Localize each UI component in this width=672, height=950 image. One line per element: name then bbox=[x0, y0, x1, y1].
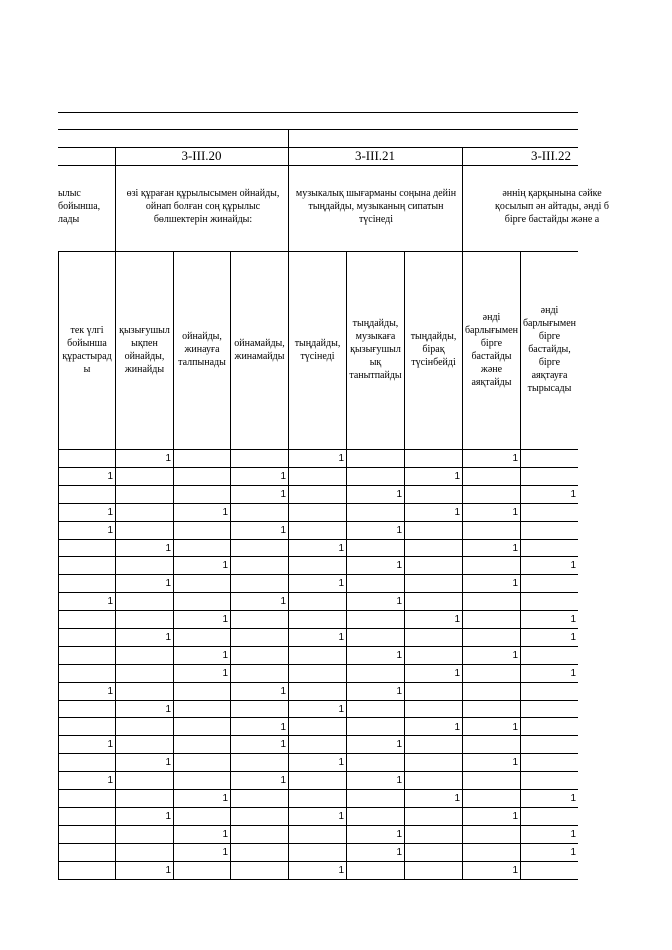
table-cell bbox=[462, 736, 520, 753]
table-cell: 1 bbox=[280, 721, 286, 733]
table-cell bbox=[288, 522, 346, 539]
table-cell bbox=[230, 450, 288, 467]
column-subheader: тыңдайды, бірақ түсінбейді bbox=[410, 331, 457, 368]
table-cell bbox=[115, 790, 173, 807]
table-cell bbox=[58, 665, 115, 682]
table-cell bbox=[346, 790, 404, 807]
header-rule-1 bbox=[58, 129, 578, 130]
table-cell bbox=[346, 808, 404, 825]
table-cell bbox=[288, 719, 346, 736]
table-cell: 1 bbox=[570, 793, 576, 805]
table-cell bbox=[346, 468, 404, 485]
table-cell bbox=[173, 468, 230, 485]
table-cell: 1 bbox=[338, 757, 344, 769]
table-cell: 1 bbox=[222, 667, 228, 679]
table-cell bbox=[462, 790, 520, 807]
table-cell bbox=[404, 736, 462, 753]
table-cell bbox=[462, 468, 520, 485]
table-cell: 1 bbox=[222, 614, 228, 626]
table-cell: 1 bbox=[512, 757, 518, 769]
table-cell bbox=[520, 647, 578, 664]
table-cell bbox=[520, 701, 578, 718]
table-cell: 1 bbox=[396, 560, 402, 572]
table-cell bbox=[58, 647, 115, 664]
table-cell: 1 bbox=[454, 793, 460, 805]
table-cell bbox=[520, 862, 578, 879]
table-cell bbox=[115, 611, 173, 628]
table-cell bbox=[404, 629, 462, 646]
table-cell: 1 bbox=[280, 775, 286, 787]
table-cell bbox=[462, 844, 520, 861]
table-cell: 1 bbox=[107, 506, 113, 518]
table-cell bbox=[288, 557, 346, 574]
code-row-rule bbox=[58, 165, 578, 166]
table-cell bbox=[230, 790, 288, 807]
table-cell bbox=[115, 844, 173, 861]
table-cell bbox=[173, 450, 230, 467]
table-cell: 1 bbox=[222, 506, 228, 518]
column-subheader: тыңдайды, түсінеді bbox=[294, 337, 341, 362]
table-cell: 1 bbox=[512, 649, 518, 661]
table-cell: 1 bbox=[512, 811, 518, 822]
table-cell: 1 bbox=[280, 524, 286, 536]
table-cell bbox=[346, 450, 404, 467]
code-divider-2 bbox=[288, 165, 289, 251]
table-cell bbox=[115, 557, 173, 574]
table-cell bbox=[115, 468, 173, 485]
table-cell bbox=[173, 754, 230, 771]
table-cell: 1 bbox=[512, 864, 518, 876]
table-cell: 1 bbox=[454, 721, 460, 733]
table-cell bbox=[58, 557, 115, 574]
table-cell: 1 bbox=[338, 864, 344, 876]
table-cell bbox=[404, 862, 462, 879]
table-cell: 1 bbox=[396, 846, 402, 858]
table-cell bbox=[404, 844, 462, 861]
column-subheader: ойнамайды, жинамайды bbox=[234, 337, 285, 362]
table-cell bbox=[115, 504, 173, 521]
table-cell: 1 bbox=[280, 596, 286, 608]
table-cell bbox=[288, 683, 346, 700]
table-cell bbox=[115, 719, 173, 736]
table-cell bbox=[404, 450, 462, 467]
table-cell bbox=[404, 647, 462, 664]
table-cell bbox=[520, 522, 578, 539]
table-cell bbox=[230, 611, 288, 628]
table-cell: 1 bbox=[454, 506, 460, 518]
table-cell bbox=[288, 647, 346, 664]
group-code: 3-ІІІ.21 bbox=[354, 148, 396, 163]
table-cell: 1 bbox=[107, 739, 113, 751]
table-cell bbox=[230, 647, 288, 664]
table-cell bbox=[58, 862, 115, 879]
table-cell: 1 bbox=[570, 560, 576, 572]
table-cell bbox=[520, 450, 578, 467]
table-cell bbox=[115, 647, 173, 664]
table-cell: 1 bbox=[454, 614, 460, 626]
table-cell bbox=[462, 665, 520, 682]
table-cell: 1 bbox=[165, 453, 171, 464]
group-code: 3-ІІІ.20 bbox=[181, 148, 222, 163]
table-cell bbox=[288, 611, 346, 628]
table-cell: 1 bbox=[570, 614, 576, 626]
table-cell bbox=[404, 522, 462, 539]
table-cell bbox=[58, 611, 115, 628]
table-cell bbox=[404, 754, 462, 771]
table-cell: 1 bbox=[338, 632, 344, 643]
table-cell bbox=[346, 540, 404, 557]
table-cell: 1 bbox=[222, 828, 228, 840]
table-cell bbox=[115, 826, 173, 843]
top-rule bbox=[58, 112, 578, 113]
table-cell bbox=[404, 486, 462, 503]
table-cell bbox=[404, 826, 462, 843]
table-cell bbox=[173, 683, 230, 700]
table-cell: 1 bbox=[396, 739, 402, 751]
table-cell bbox=[520, 683, 578, 700]
table-cell: 1 bbox=[570, 632, 576, 643]
table-cell bbox=[404, 557, 462, 574]
table-cell bbox=[230, 862, 288, 879]
table-cell bbox=[462, 557, 520, 574]
table-cell: 1 bbox=[222, 560, 228, 572]
table-cell bbox=[58, 808, 115, 825]
table-cell: 1 bbox=[338, 542, 344, 554]
table-cell bbox=[115, 736, 173, 753]
table-cell: 1 bbox=[454, 470, 460, 482]
table-cell bbox=[173, 736, 230, 753]
table-cell bbox=[288, 844, 346, 861]
table-cell bbox=[520, 772, 578, 789]
table-cell bbox=[58, 575, 115, 592]
table-cell: 1 bbox=[165, 864, 171, 876]
table-cell bbox=[230, 540, 288, 557]
table-cell bbox=[58, 629, 115, 646]
table-cell bbox=[115, 683, 173, 700]
column-subheader: тек үлгі бойынша құрастырад ы bbox=[62, 324, 112, 375]
table-cell bbox=[520, 719, 578, 736]
table-cell: 1 bbox=[280, 739, 286, 751]
column-subheader: әнді барлығымен бірге бастайды және аяқтайды bbox=[464, 311, 519, 388]
table-cell bbox=[346, 629, 404, 646]
table-cell bbox=[173, 522, 230, 539]
table-cell bbox=[230, 844, 288, 861]
table-cell: 1 bbox=[222, 846, 228, 858]
table-cell bbox=[115, 593, 173, 610]
table-cell bbox=[288, 486, 346, 503]
table-cell: 1 bbox=[165, 542, 171, 554]
table-cell: 1 bbox=[280, 488, 286, 500]
table-cell: 1 bbox=[338, 703, 344, 715]
table-cell: 1 bbox=[338, 811, 344, 822]
table-cell bbox=[520, 504, 578, 521]
table-cell bbox=[404, 593, 462, 610]
table-cell bbox=[288, 790, 346, 807]
table-cell: 1 bbox=[396, 685, 402, 697]
group-description: музыкалық шығарманы соңына дейін тыңдайды, музыканың сипатын түсінеді bbox=[295, 188, 457, 225]
column-subheader: тыңдайды, музыкаға қызығушыл ық танытпайды bbox=[349, 318, 402, 381]
table-cell bbox=[288, 593, 346, 610]
table-cell: 1 bbox=[570, 846, 576, 858]
table-cell bbox=[173, 593, 230, 610]
table-cell bbox=[404, 540, 462, 557]
table-cell bbox=[520, 593, 578, 610]
table-cell bbox=[58, 790, 115, 807]
table-cell: 1 bbox=[396, 524, 402, 536]
table-cell: 1 bbox=[165, 703, 171, 715]
table-cell: 1 bbox=[165, 578, 171, 590]
table-cell bbox=[230, 504, 288, 521]
table-cell bbox=[230, 665, 288, 682]
table-cell bbox=[462, 593, 520, 610]
table-cell bbox=[173, 701, 230, 718]
table-cell bbox=[346, 665, 404, 682]
table-cell: 1 bbox=[165, 757, 171, 769]
table-cell bbox=[288, 826, 346, 843]
table-cell bbox=[58, 486, 115, 503]
group-description: өзі құраған құрылысымен ойнайды, ойнап болған соң құрылыс бөлшектерін жинайды: bbox=[126, 188, 280, 225]
table-cell bbox=[346, 719, 404, 736]
table-cell bbox=[115, 486, 173, 503]
table-cell: 1 bbox=[396, 649, 402, 661]
table-cell bbox=[462, 772, 520, 789]
table-cell: 1 bbox=[512, 721, 518, 733]
table-cell bbox=[230, 808, 288, 825]
table-cell: 1 bbox=[512, 453, 518, 464]
table-cell bbox=[462, 683, 520, 700]
table-cell bbox=[58, 450, 115, 467]
table-cell: 1 bbox=[222, 793, 228, 805]
table-cell: 1 bbox=[280, 685, 286, 697]
table-cell bbox=[115, 665, 173, 682]
table-cell bbox=[115, 522, 173, 539]
table-cell bbox=[404, 575, 462, 592]
group-description: ылыс бойынша, лады bbox=[58, 188, 101, 225]
table-cell bbox=[58, 754, 115, 771]
table-cell: 1 bbox=[338, 578, 344, 590]
table-cell bbox=[58, 844, 115, 861]
table-cell bbox=[173, 540, 230, 557]
table-cell: 1 bbox=[512, 506, 518, 518]
table-cell: 1 bbox=[396, 828, 402, 840]
table-cell bbox=[520, 754, 578, 771]
table-cell bbox=[288, 772, 346, 789]
table-cell bbox=[173, 862, 230, 879]
column-subheader: қызығушыл ықпен ойнайды, жинайды bbox=[119, 324, 170, 375]
table-cell bbox=[346, 701, 404, 718]
table-cell bbox=[288, 665, 346, 682]
table-cell bbox=[173, 575, 230, 592]
table-cell bbox=[520, 575, 578, 592]
table-cell: 1 bbox=[107, 775, 113, 787]
column-subheader: ойнайды, жинауға талпынады bbox=[178, 331, 226, 368]
table-cell: 1 bbox=[570, 828, 576, 840]
table-cell bbox=[462, 826, 520, 843]
table-cell: 1 bbox=[165, 811, 171, 822]
table-cell bbox=[346, 575, 404, 592]
table-cell bbox=[520, 468, 578, 485]
table-cell: 1 bbox=[570, 488, 576, 500]
table-cell: 1 bbox=[107, 596, 113, 608]
table-cell bbox=[173, 629, 230, 646]
column-subheader: әнді барлығымен бірге бастайды, бірге аяқтауға тырысады bbox=[522, 305, 577, 394]
table-cell bbox=[346, 754, 404, 771]
table-cell bbox=[230, 701, 288, 718]
table-cell bbox=[230, 826, 288, 843]
table-cell bbox=[58, 540, 115, 557]
table-cell bbox=[462, 629, 520, 646]
table-cell bbox=[58, 719, 115, 736]
table-cell bbox=[173, 808, 230, 825]
table-cell: 1 bbox=[396, 596, 402, 608]
table-cell bbox=[346, 862, 404, 879]
group-description: әннің қарқынына сәйке қосылып ән айтады, әнді б бірге бастайды және а bbox=[495, 188, 609, 225]
table-cell: 1 bbox=[396, 775, 402, 787]
table-cell bbox=[404, 772, 462, 789]
table-cell bbox=[173, 486, 230, 503]
table-cell: 1 bbox=[107, 524, 113, 536]
table-cell bbox=[230, 629, 288, 646]
table-cell bbox=[230, 754, 288, 771]
table-cell bbox=[462, 611, 520, 628]
table-cell: 1 bbox=[512, 542, 518, 554]
table-cell bbox=[520, 808, 578, 825]
table-cell: 1 bbox=[570, 667, 576, 679]
table-cell bbox=[288, 504, 346, 521]
table-cell bbox=[346, 504, 404, 521]
table-cell bbox=[404, 683, 462, 700]
table-cell bbox=[288, 468, 346, 485]
table-cell: 1 bbox=[512, 578, 518, 590]
table-cell: 1 bbox=[396, 488, 402, 500]
table-cell: 1 bbox=[107, 470, 113, 482]
table-cell: 1 bbox=[454, 667, 460, 679]
table-cell bbox=[230, 557, 288, 574]
table-cell bbox=[230, 575, 288, 592]
table-cell bbox=[58, 701, 115, 718]
table-cell bbox=[173, 772, 230, 789]
table-cell bbox=[462, 522, 520, 539]
table-cell bbox=[115, 772, 173, 789]
table-cell bbox=[404, 808, 462, 825]
table-cell bbox=[462, 701, 520, 718]
table-cell bbox=[404, 701, 462, 718]
table-cell bbox=[288, 736, 346, 753]
group-code: 3-ІІІ.22 bbox=[530, 148, 572, 163]
table-cell bbox=[173, 719, 230, 736]
table-cell: 1 bbox=[280, 470, 286, 482]
table-cell bbox=[520, 540, 578, 557]
table-cell bbox=[58, 826, 115, 843]
table-cell bbox=[462, 486, 520, 503]
table-cell: 1 bbox=[222, 649, 228, 661]
table-cell bbox=[346, 611, 404, 628]
table-cell bbox=[520, 736, 578, 753]
table-cell: 1 bbox=[338, 453, 344, 464]
row-divider bbox=[58, 879, 578, 880]
table-cell: 1 bbox=[107, 685, 113, 697]
table-cell: 1 bbox=[165, 632, 171, 643]
